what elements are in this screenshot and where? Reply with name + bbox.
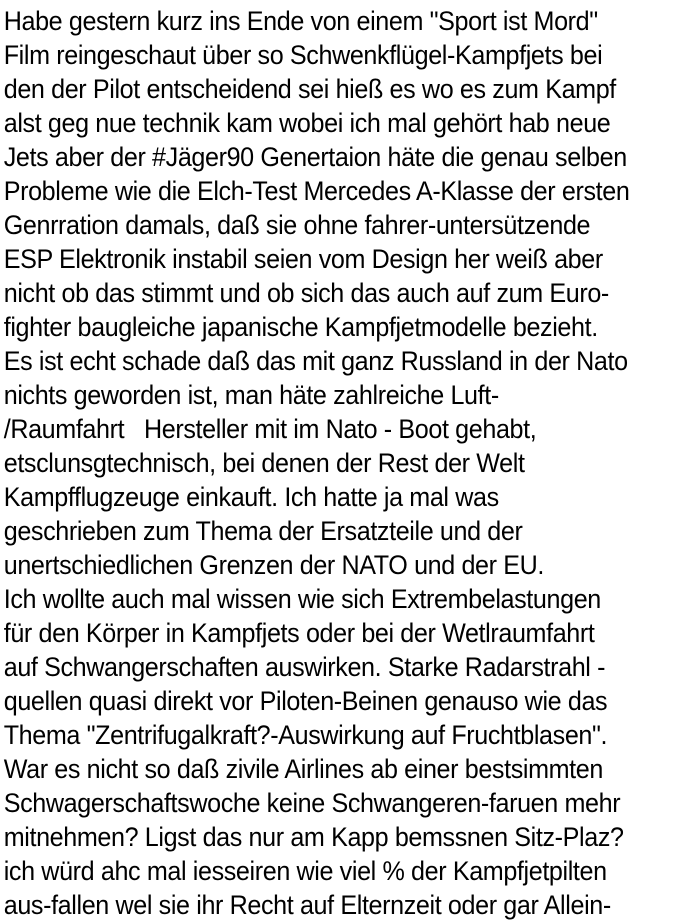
text-line: Film reingeschaut über so Schwenkflügel-Kampfjets bei (3, 40, 603, 70)
text-line: Ich wollte auch mal wissen wie sich Extrembelastungen (3, 584, 601, 614)
text-line: etsclunsgtechnisch, bei denen der Rest der Welt (3, 448, 525, 478)
text-line: ESP Elektronik instabil seien vom Design her weiß aber (3, 244, 603, 274)
text-line: mitnehmen? Ligst das nur am Kapp bemssnen Sitz-Plaz? (3, 822, 624, 852)
text-line: geschrieben zum Thema der Ersatzteile und der (3, 516, 523, 546)
text-line: Genrration damals, daß sie ohne fahrer-untersützende (3, 210, 591, 240)
text-line: Es ist echt schade daß das mit ganz Russland in der Nato (3, 346, 628, 376)
text-line: Schwagerschaftswoche keine Schwangeren-faruen mehr (3, 788, 621, 818)
text-line: auf Schwangerschaften auswirken. Starke Radarstrahl - (3, 652, 606, 682)
text-line: Jets aber der #Jäger90 Genertaion häte die genau selben (3, 142, 627, 172)
text-line: aus-fallen wel sie ihr Recht auf Elternzeit oder gar Allein- (3, 890, 611, 920)
text-line: alst geg nue technik kam wobei ich mal gehört hab neue (3, 108, 611, 138)
text-line: nicht ob das stimmt und ob sich das auch auf zum Euro- (3, 278, 609, 308)
text-line: fighter baugleiche japanische Kampfjetmodelle bezieht. (3, 312, 598, 342)
text-line: quellen quasi direkt vor Piloten-Beinen genauso wie das (3, 686, 608, 716)
text-line: für den Körper in Kampfjets oder bei der Wetlraumfahrt (3, 618, 595, 648)
text-line: /Raumfahrt Hersteller mit im Nato - Boot gehabt, (3, 414, 537, 444)
text-line: den der Pilot entscheidend sei hieß es wo es zum Kampf (3, 74, 616, 104)
text-line: Probleme wie die Elch-Test Mercedes A-Klasse der ersten (3, 176, 630, 206)
text-line: Habe gestern kurz ins Ende von einem "Sport ist Mord" (3, 6, 598, 36)
text-line: ich würd ahc mal iesseiren wie viel % der Kampfjetpilten (3, 856, 607, 886)
text-line: War es nicht so daß zivile Airlines ab einer bestsimmten (3, 754, 603, 784)
text-line: Kampfflugzeuge einkauft. Ich hatte ja mal was (3, 482, 499, 512)
text-line: Thema "Zentrifugalkraft?-Auswirkung auf Fruchtblasen". (3, 720, 608, 750)
text-line: nichts geworden ist, man häte zahlreiche Luft- (3, 380, 499, 410)
text-line: unertschiedlichen Grenzen der NATO und der EU. (3, 550, 544, 580)
